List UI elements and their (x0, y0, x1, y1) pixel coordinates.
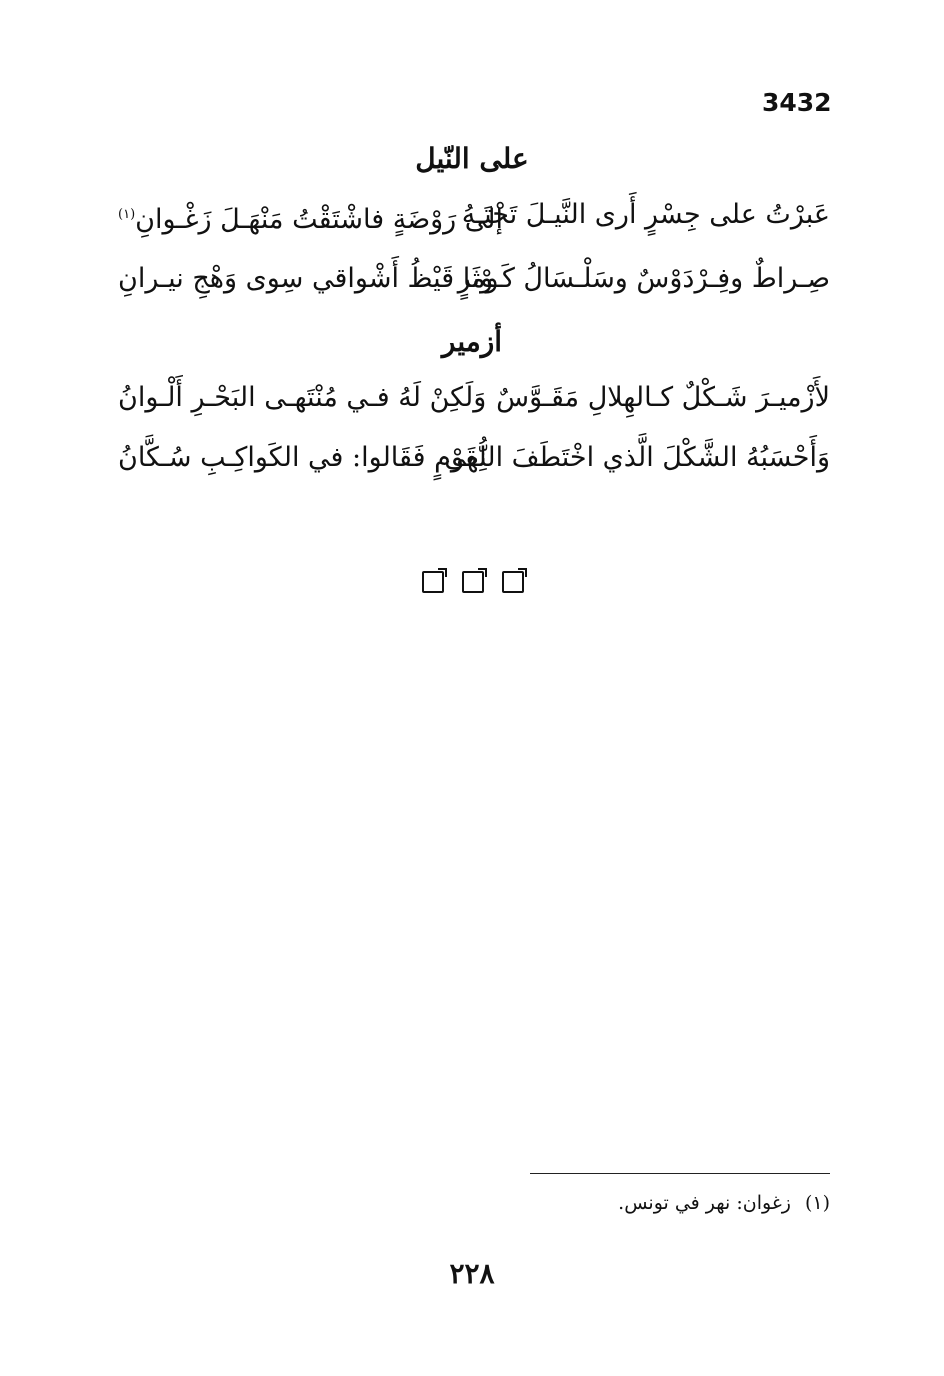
poem-title-nile: على النّيل (415, 142, 529, 175)
hemistich-text: إلى رَوْضَةٍ فاشْتَقْتُ مَنْهَـلَ زَغْـوانِ (135, 204, 504, 235)
verse-first-hemistich: صِـراطٌ وفِـرْدَوْسٌ وسَلْـسَالُ كَـوْثَرٍ (457, 263, 830, 294)
ornament-square-icon (502, 571, 524, 593)
verse-first-hemistich: لأَزْميـرَ شَـكْلٌ كـالهِلالِ مَقَـوَّسٌ (496, 382, 830, 413)
ornament-square-icon (422, 571, 444, 593)
footnote (618, 1192, 830, 1214)
poem-number: 3432 (762, 88, 832, 117)
poem-title-izmir: أزمير (441, 325, 503, 358)
verse-second-hemistich: لِقَوْمٍ فَقَالوا: في الكَواكِـبِ سُـكَّانُ (118, 442, 487, 473)
verse-first-hemistich: عَبرْتُ على جِسْرٍ أَرى النَّيـلَ تَحْتَـهُ (461, 199, 830, 230)
section-divider-ornament (422, 571, 524, 595)
verse-line (118, 254, 830, 304)
verse-line (118, 190, 830, 240)
footnote-text: زغوان: نهر في تونس. (618, 1192, 791, 1214)
verse-line (118, 373, 830, 423)
verse-second-hemistich: وَلَكِنْ لَهُ فـي مُنْتَهـى البَحْـرِ أَلْـوانُ (118, 382, 487, 413)
footnote-reference: (١) (118, 207, 136, 222)
verse-first-hemistich: وَأَحْسَبُهُ الشَّكْلَ الَّذي اخْتَطَفَ النُّهى (444, 442, 830, 473)
verse-line (118, 433, 830, 483)
footnote-number: (١) (804, 1192, 830, 1214)
page-number: ٢٢٨ (449, 1257, 495, 1290)
verse-second-hemistich (118, 190, 503, 245)
ornament-square-icon (462, 571, 484, 593)
footnote-separator (530, 1173, 830, 1174)
verse-second-hemistich: وما قَيْظُ أَشْواقي سِوى وَهْجِ نيـرانِ (118, 263, 499, 294)
